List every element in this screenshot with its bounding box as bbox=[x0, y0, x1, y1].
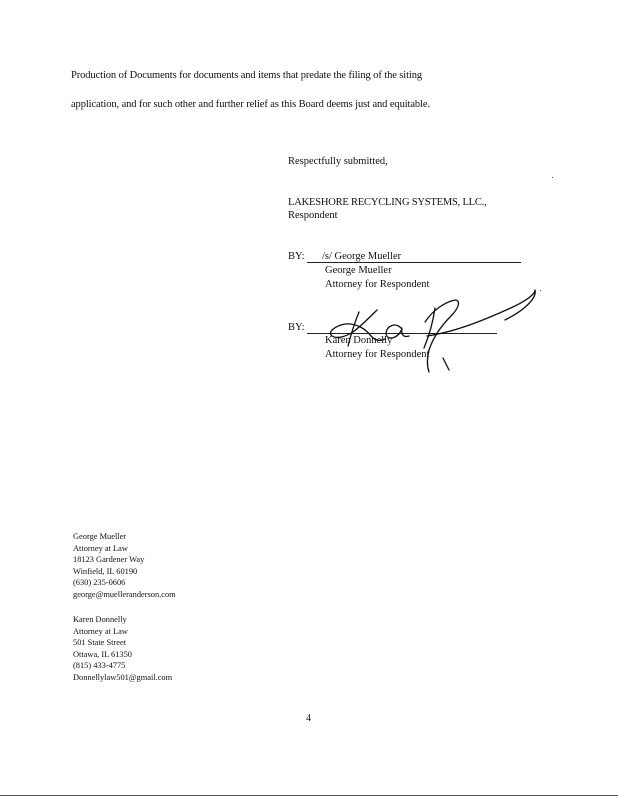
company-role: Respondent bbox=[288, 210, 338, 221]
page-number: 4 bbox=[306, 713, 311, 724]
address-street: 18123 Gardener Way bbox=[73, 555, 145, 565]
address-email: george@muelleranderson.com bbox=[73, 589, 176, 599]
signer1-e-signature: /s/ George Mueller bbox=[322, 251, 402, 262]
address-title: Attorney at Law bbox=[73, 626, 128, 636]
body-text-line-1: Production of Documents for documents and items that predate the filing of the siting bbox=[71, 70, 423, 81]
address-street: 501 State Street bbox=[73, 638, 127, 648]
closing-text: Respectfully submitted, bbox=[288, 156, 388, 167]
scan-bottom-edge bbox=[0, 795, 618, 796]
signer1-signature-line bbox=[307, 262, 521, 263]
handwritten-signature bbox=[315, 282, 545, 377]
address-block-donnelly bbox=[73, 614, 172, 684]
signer2-by-label: BY: bbox=[288, 322, 305, 333]
address-block-mueller bbox=[73, 531, 176, 601]
signer2-name: Karen Donnelly bbox=[325, 335, 393, 346]
signer1-title: Attorney for Respondent bbox=[325, 279, 430, 290]
address-city: Winfield, IL 60190 bbox=[73, 566, 138, 576]
address-phone: (630) 235-0606 bbox=[73, 578, 126, 588]
address-city: Ottawa, IL 61350 bbox=[73, 649, 132, 659]
scan-speck bbox=[540, 290, 541, 291]
signer1-by-label: BY: bbox=[288, 251, 305, 262]
address-email: Donnellylaw501@gmail.com bbox=[73, 672, 173, 682]
body-text-line-2: application, and for such other and further relief as this Board deems just and equitable. bbox=[71, 99, 430, 110]
signer2-title: Attorney for Respondent bbox=[325, 349, 430, 360]
company-name: LAKESHORE RECYCLING SYSTEMS, LLC., bbox=[288, 197, 487, 208]
signer1-name: George Mueller bbox=[325, 265, 392, 276]
address-name: Karen Donnelly bbox=[73, 615, 127, 624]
scan-speck bbox=[552, 177, 553, 178]
address-name: George Mueller bbox=[73, 532, 127, 541]
address-title: Attorney at Law bbox=[73, 543, 128, 553]
address-phone: (815) 433-4775 bbox=[73, 661, 126, 671]
